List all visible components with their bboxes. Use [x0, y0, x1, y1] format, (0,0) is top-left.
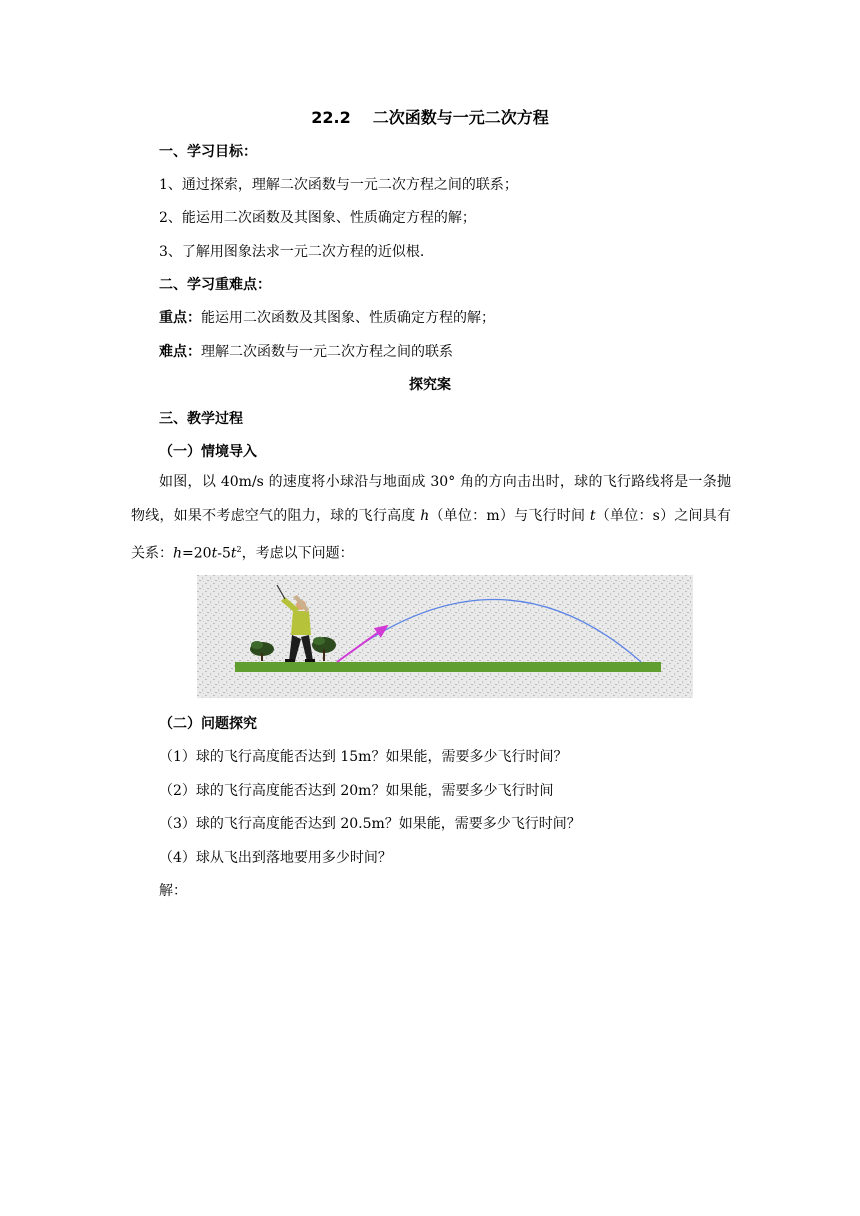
explore-heading: （二）问题探究 [159, 716, 257, 732]
formula-t1: t [211, 545, 218, 562]
keypoints-heading: 二、学习重难点： [159, 277, 271, 293]
goal-item-2: 2、能运用二次函数及其图象、性质确定方程的解； [159, 210, 476, 226]
goals-heading: 一、学习目标： [159, 144, 257, 160]
solution-label: 解： [159, 883, 187, 899]
formula-h: h [173, 545, 183, 562]
goal-item-3: 3、了解用图象法求一元二次方程的近似根. [159, 244, 425, 260]
golf-trajectory-figure [197, 575, 693, 698]
ground-strip [235, 662, 661, 672]
title-text: 二次函数与一元二次方程 [372, 108, 549, 127]
question-2: （2）球的飞行高度能否达到 20m？如果能，需要多少飞行时间 [159, 783, 554, 799]
title-number: 22.2 [311, 108, 351, 127]
question-3: （3）球的飞行高度能否达到 20.5m？如果能，需要多少飞行时间？ [159, 816, 581, 832]
formula-minus: -5 [217, 545, 231, 562]
intro-heading: （一）情境导入 [159, 444, 257, 460]
intro-text-1: 如图，以 40m/s 的速度将小球沿与地面成 30° 角的方向击出时，球的飞行路线将是一条抛物线，如果不考虑空气的阻力，球的飞行高度 [131, 474, 731, 524]
intro-text-3: （单位：s）之间具有关系： [131, 507, 731, 562]
intro-paragraph [131, 466, 731, 571]
process-heading: 三、教学过程 [159, 411, 243, 427]
formula-eq: =20 [182, 545, 212, 562]
difficult-point-line [159, 341, 453, 361]
difficult-label: 难点： [159, 344, 201, 360]
difficult-text: 理解二次函数与一元二次方程之间的联系 [201, 344, 453, 360]
goal-item-1: 1、通过探索，理解二次函数与一元二次方程之间的联系； [159, 177, 518, 193]
var-t: t [589, 507, 596, 524]
key-point-line [159, 307, 495, 327]
formula-t2: t [230, 545, 237, 562]
intro-text-2: （单位：m）与飞行时间 [429, 507, 590, 524]
page-title [0, 105, 860, 128]
formula-exponent: 2 [236, 545, 242, 554]
question-1: （1）球的飞行高度能否达到 15m？如果能，需要多少飞行时间？ [159, 749, 568, 765]
question-4: （4）球从飞出到落地要用多少时间？ [159, 850, 392, 866]
intro-text-4: ，考虑以下问题： [241, 545, 354, 562]
figure-background [197, 575, 693, 698]
var-h: h [420, 507, 430, 524]
explore-case-heading: 探究案 [409, 377, 451, 393]
key-label: 重点： [159, 310, 201, 326]
key-text: 能运用二次函数及其图象、性质确定方程的解； [201, 310, 495, 326]
